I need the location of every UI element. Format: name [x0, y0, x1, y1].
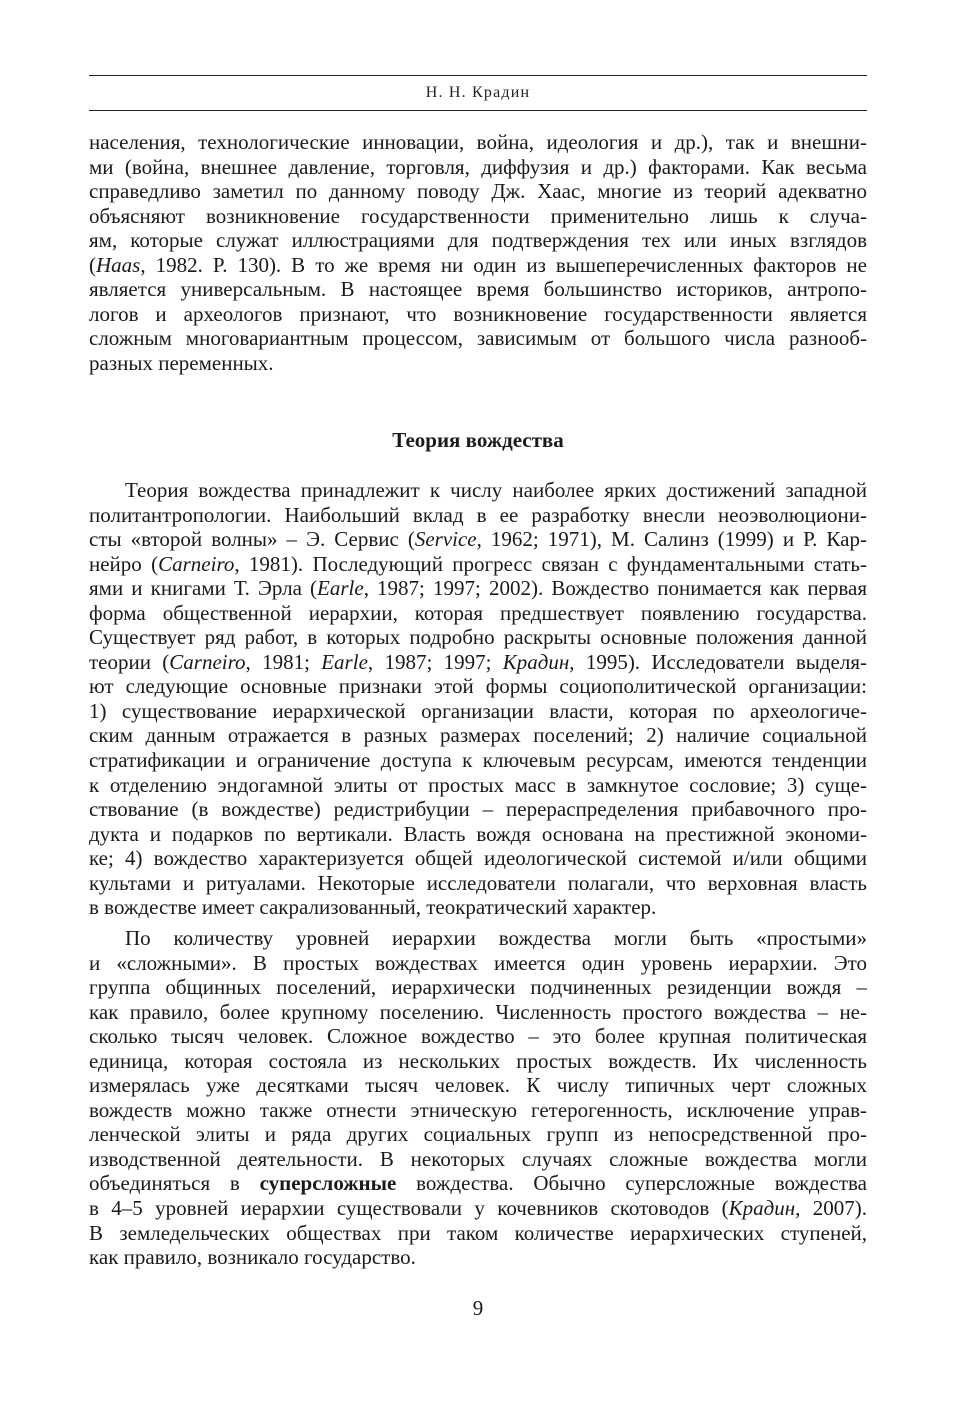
- text-line: логов и археологов признают, что возникновение государственности является: [89, 301, 867, 326]
- paragraph-continuation: [89, 130, 867, 375]
- text-line: дукта и подарков по вертикали. Власть вождя основана на престижной экономи-: [89, 821, 867, 846]
- text-line: ям, которые служат иллюстрациями для подтверждения тех или иных взглядов: [89, 228, 867, 253]
- text-line: ским данным отражается в разных размерах поселений; 2) наличие социальной: [89, 723, 867, 748]
- text-line: единица, которая состояла из нескольких простых вождеств. Их численность: [89, 1048, 867, 1073]
- running-head: [89, 75, 867, 111]
- text-line: как правило, более крупному поселению. Численность простого вождества – не-: [89, 999, 867, 1024]
- text-line: политантропологии. Наибольший вклад в ее разработку внесли неоэволюциони-: [89, 502, 867, 527]
- text-line: культами и ритуалами. Некоторые исследователи полагали, что верховная власть: [89, 870, 867, 895]
- text-line: Существует ряд работ, в которых подробно раскрыты основные положения данной: [89, 625, 867, 650]
- text-line: как правило, возникало государство.: [89, 1245, 416, 1270]
- text-line: справедливо заметил по данному поводу Дж. Хаас, многие из теорий адекватно: [89, 179, 867, 204]
- text-line: в 4–5 уровней иерархии существовали у кочевников скотоводов (Крадин, 2007).: [89, 1196, 867, 1221]
- paragraph-chiefdom-theory: [89, 478, 867, 920]
- text-line: ми (война, внешнее давление, торговля, диффузия и др.) факторами. Как весьма: [89, 154, 867, 179]
- text-line: нейро (Carneiro, 1981). Последующий прогресс связан с фундаментальными стать-: [89, 551, 867, 576]
- text-line: объединяться в суперсложные вождества. Обычно суперсложные вождества: [89, 1171, 867, 1196]
- text-line: изводственной деятельности. В некоторых случаях сложные вождества могли: [89, 1146, 867, 1171]
- text-line: ями и книгами Т. Эрла (Earle, 1987; 1997; 2002). Вождество понимается как первая: [89, 576, 867, 601]
- text-line: группа общинных поселений, иерархически подчиненных резиденции вождя –: [89, 975, 867, 1000]
- page-number: 9: [472, 1296, 484, 1320]
- text-line: (Haas, 1982. P. 130). В то же время ни один из вышеперечисленных факторов не: [89, 252, 867, 277]
- text-line: форма общественной иерархии, которая предшествует появлению государства.: [89, 600, 867, 625]
- text-line: В земледельческих обществах при таком количестве иерархических ступеней,: [89, 1220, 867, 1245]
- section-title: Теория вождества: [392, 428, 564, 452]
- text-line: ке; 4) вождество характеризуется общей идеологической системой и/или общими: [89, 846, 867, 871]
- text-line: ствование (в вождестве) редистрибуции – перераспределения прибавочного про-: [89, 797, 867, 822]
- text-line: По количеству уровней иерархии вождества могли быть «простыми»: [125, 926, 867, 950]
- text-line: теории (Carneiro, 1981; Earle, 1987; 1997; Крадин, 1995). Исследователи выделя-: [89, 649, 867, 674]
- text-line: сколько тысяч человек. Сложное вождество – это более крупная политическая: [89, 1024, 867, 1049]
- paragraph-chiefdom-levels: [89, 926, 867, 1270]
- text-line: объясняют возникновение государственности применительно лишь к случа-: [89, 203, 867, 228]
- text-line: вождеств можно также отнести этническую гетерогенность, исключение управ-: [89, 1097, 867, 1122]
- text-line: сты «второй волны» – Э. Сервис (Service, 1962; 1971), М. Салинз (1999) и Р. Кар-: [89, 527, 867, 552]
- text-line: 1) существование иерархической организации власти, которая по археологиче-: [89, 698, 867, 723]
- text-line: ют следующие основные признаки этой формы социополитической организации:: [89, 674, 867, 699]
- text-line: ленческой элиты и ряда других социальных групп из непосредственной про-: [89, 1122, 867, 1147]
- text-line: разных переменных.: [89, 350, 274, 375]
- text-line: Теория вождества принадлежит к числу наиболее ярких достижений западной: [125, 478, 867, 502]
- text-line: сложным многовариантным процессом, зависимым от большого числа разнооб-: [89, 326, 867, 351]
- text-line: стратификации и ограничение доступа к ключевым ресурсам, имеются тенденции: [89, 748, 867, 773]
- text-line: измерялась уже десятками тысяч человек. К числу типичных черт сложных: [89, 1073, 867, 1098]
- text-line: к отделению эндогамной элиты от простых масс в замкнутое сословие; 3) суще-: [89, 772, 867, 797]
- text-line: является универсальным. В настоящее время большинство историков, антропо-: [89, 277, 867, 302]
- text-line: населения, технологические инновации, война, идеология и др.), так и внешни-: [89, 130, 867, 154]
- text-line: и «сложными». В простых вождествах имеется один уровень иерархии. Это: [89, 950, 867, 975]
- text-line: в вождестве имеет сакрализованный, теократический характер.: [89, 895, 657, 920]
- running-title: Н. Н. Крадин: [425, 84, 531, 101]
